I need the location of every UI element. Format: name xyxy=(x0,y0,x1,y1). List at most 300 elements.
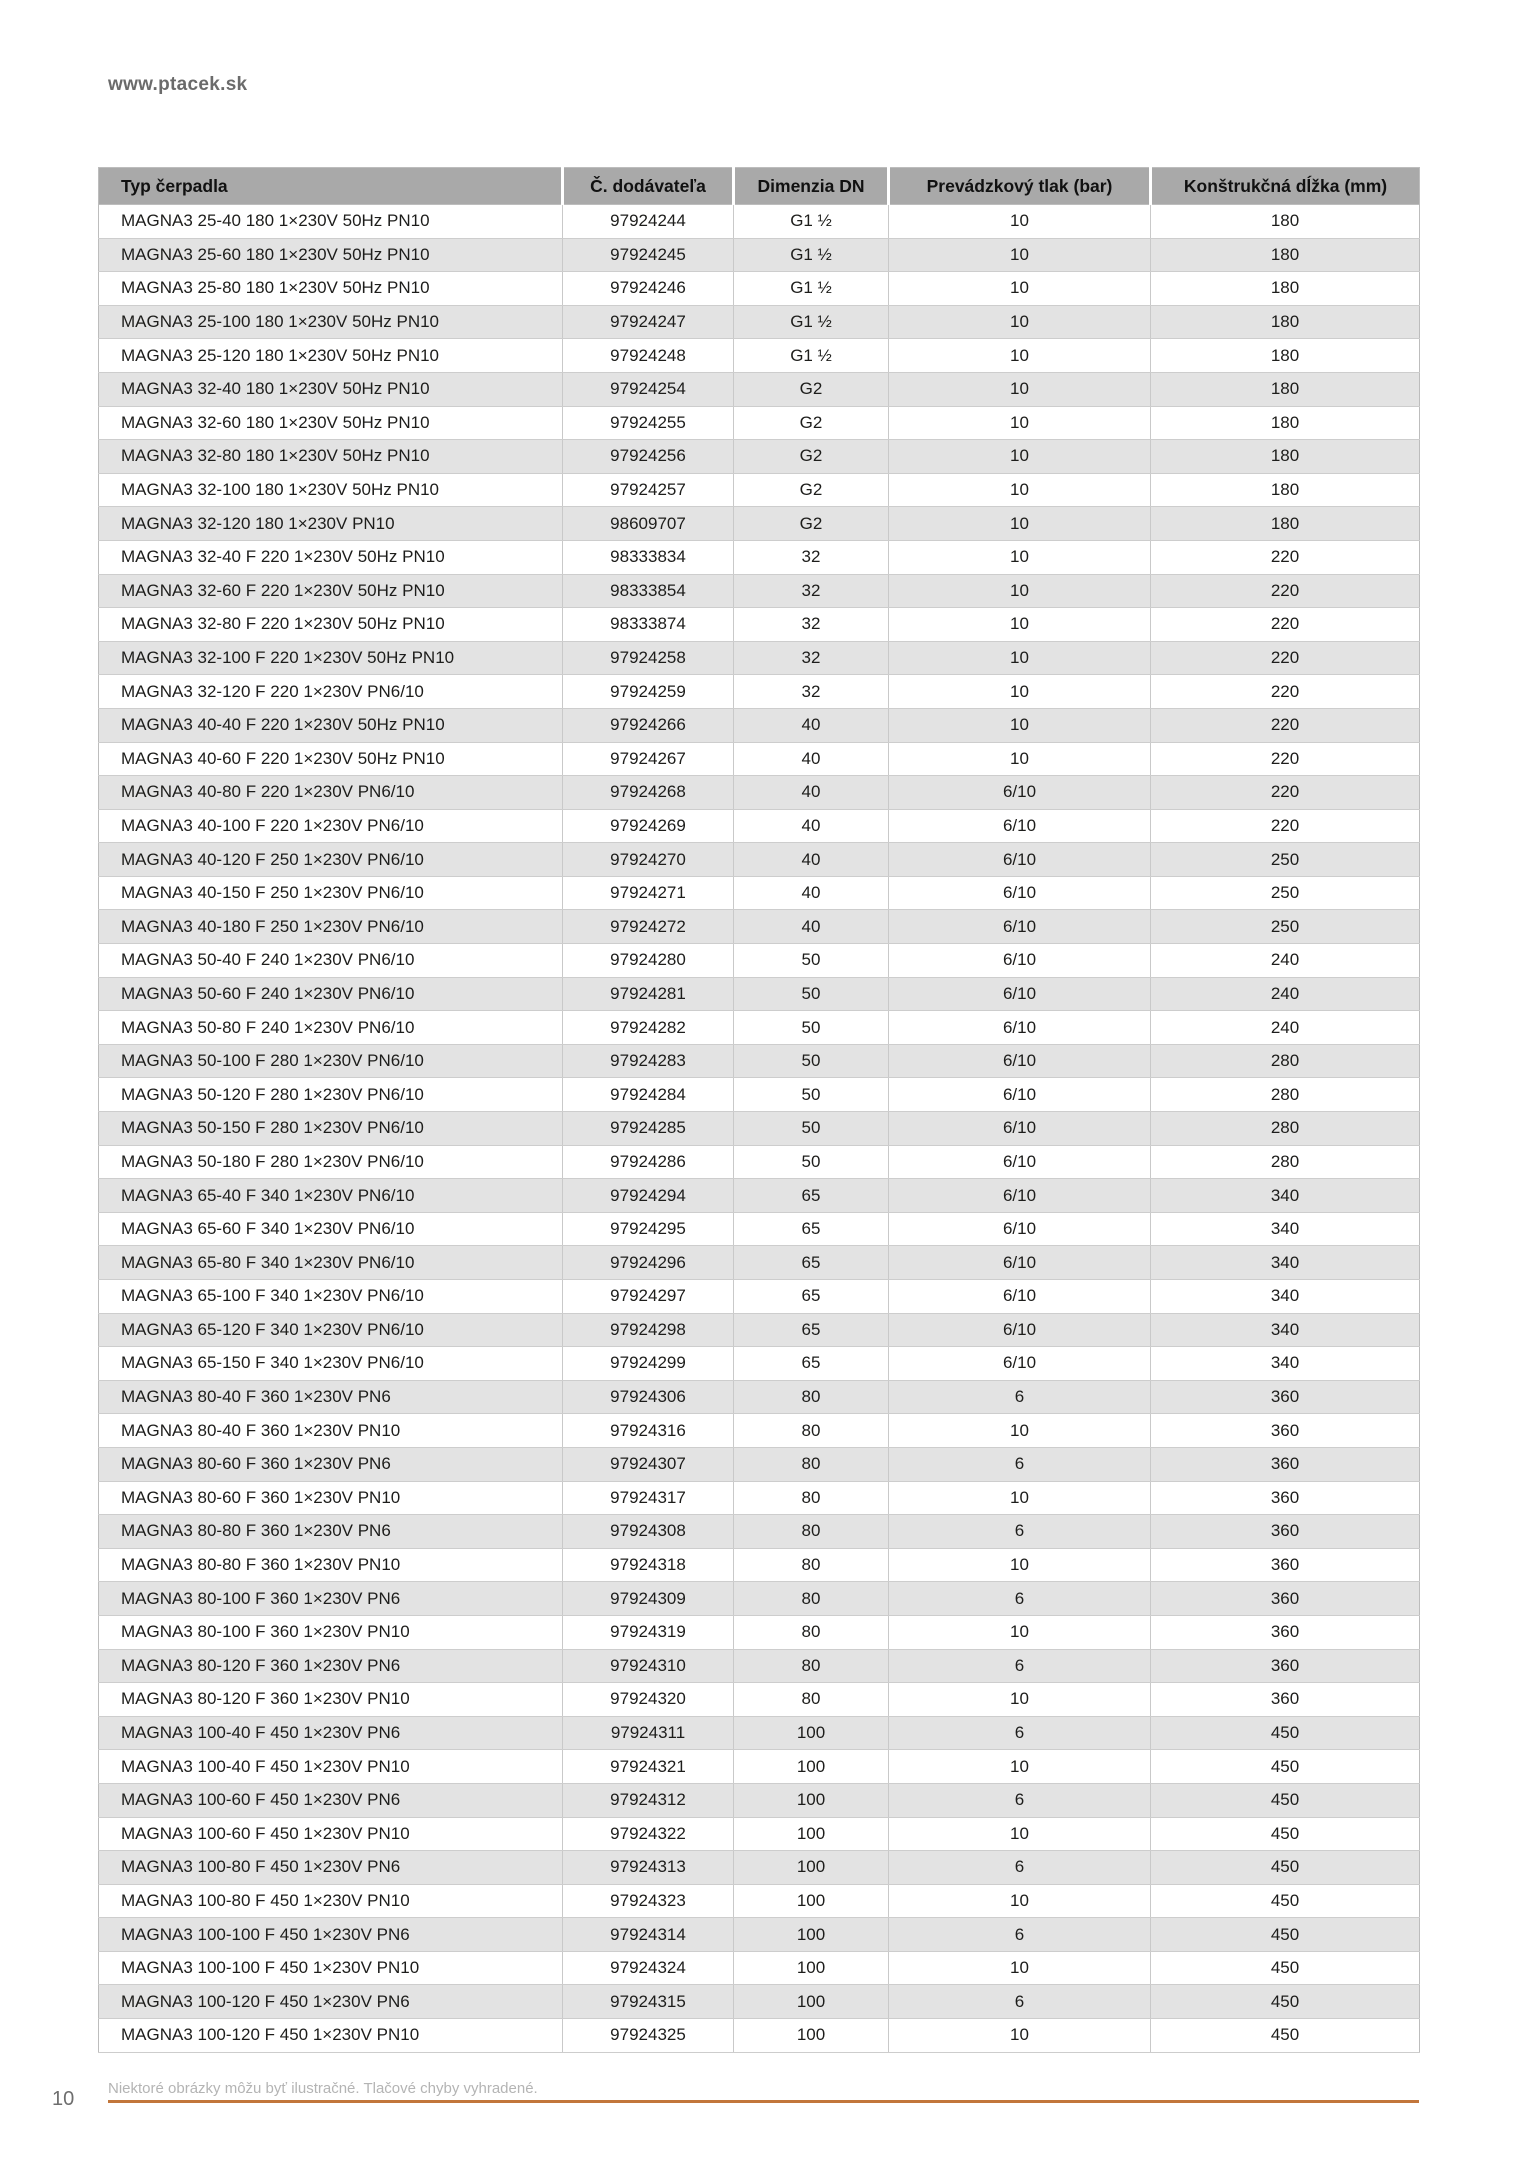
cell-dimension-dn: 50 xyxy=(734,1044,889,1078)
cell-supplier-number: 97924270 xyxy=(563,843,734,877)
table-row xyxy=(99,1951,1420,1985)
cell-pump-type: MAGNA3 50-150 F 280 1×230V PN6/10 xyxy=(99,1112,563,1146)
cell-pump-type: MAGNA3 80-60 F 360 1×230V PN6 xyxy=(99,1447,563,1481)
table-row xyxy=(99,1280,1420,1314)
cell-pump-type: MAGNA3 80-40 F 360 1×230V PN10 xyxy=(99,1414,563,1448)
cell-dimension-dn: G1 ½ xyxy=(734,272,889,306)
table-header-row xyxy=(99,168,1420,205)
cell-dimension-dn: 40 xyxy=(734,910,889,944)
cell-dimension-dn: G1 ½ xyxy=(734,305,889,339)
cell-supplier-number: 97924317 xyxy=(563,1481,734,1515)
cell-operating-pressure: 6/10 xyxy=(889,1145,1151,1179)
table-row xyxy=(99,1985,1420,2019)
cell-supplier-number: 97924322 xyxy=(563,1817,734,1851)
cell-dimension-dn: 100 xyxy=(734,1817,889,1851)
cell-supplier-number: 97924299 xyxy=(563,1347,734,1381)
cell-construction-length: 250 xyxy=(1151,910,1420,944)
cell-construction-length: 220 xyxy=(1151,574,1420,608)
cell-dimension-dn: 32 xyxy=(734,675,889,709)
cell-dimension-dn: 32 xyxy=(734,608,889,642)
cell-supplier-number: 97924307 xyxy=(563,1447,734,1481)
column-header-dimension-dn: Dimenzia DN xyxy=(734,168,889,205)
table-row xyxy=(99,1078,1420,1112)
cell-operating-pressure: 10 xyxy=(889,205,1151,239)
cell-dimension-dn: G2 xyxy=(734,440,889,474)
cell-operating-pressure: 10 xyxy=(889,238,1151,272)
table-row xyxy=(99,1414,1420,1448)
table-row xyxy=(99,1347,1420,1381)
cell-construction-length: 360 xyxy=(1151,1414,1420,1448)
cell-pump-type: MAGNA3 25-40 180 1×230V 50Hz PN10 xyxy=(99,205,563,239)
cell-construction-length: 450 xyxy=(1151,1884,1420,1918)
cell-dimension-dn: 65 xyxy=(734,1313,889,1347)
cell-dimension-dn: 80 xyxy=(734,1649,889,1683)
cell-dimension-dn: 80 xyxy=(734,1683,889,1717)
cell-operating-pressure: 6/10 xyxy=(889,876,1151,910)
cell-operating-pressure: 10 xyxy=(889,507,1151,541)
cell-operating-pressure: 10 xyxy=(889,440,1151,474)
cell-operating-pressure: 10 xyxy=(889,1884,1151,1918)
table-row xyxy=(99,1380,1420,1414)
cell-operating-pressure: 6/10 xyxy=(889,1179,1151,1213)
cell-dimension-dn: 80 xyxy=(734,1582,889,1616)
cell-operating-pressure: 10 xyxy=(889,574,1151,608)
cell-pump-type: MAGNA3 32-60 F 220 1×230V 50Hz PN10 xyxy=(99,574,563,608)
cell-construction-length: 450 xyxy=(1151,1817,1420,1851)
cell-dimension-dn: 80 xyxy=(734,1447,889,1481)
cell-supplier-number: 97924319 xyxy=(563,1615,734,1649)
cell-construction-length: 450 xyxy=(1151,1716,1420,1750)
table-row xyxy=(99,944,1420,978)
product-table-container xyxy=(98,167,1419,2053)
cell-pump-type: MAGNA3 50-100 F 280 1×230V PN6/10 xyxy=(99,1044,563,1078)
cell-pump-type: MAGNA3 80-60 F 360 1×230V PN10 xyxy=(99,1481,563,1515)
cell-supplier-number: 97924255 xyxy=(563,406,734,440)
cell-dimension-dn: 40 xyxy=(734,708,889,742)
cell-construction-length: 220 xyxy=(1151,742,1420,776)
cell-dimension-dn: 100 xyxy=(734,2019,889,2053)
cell-supplier-number: 97924245 xyxy=(563,238,734,272)
cell-supplier-number: 98333874 xyxy=(563,608,734,642)
cell-pump-type: MAGNA3 100-60 F 450 1×230V PN6 xyxy=(99,1783,563,1817)
cell-dimension-dn: G1 ½ xyxy=(734,205,889,239)
cell-operating-pressure: 6/10 xyxy=(889,1212,1151,1246)
table-row xyxy=(99,1817,1420,1851)
cell-supplier-number: 97924318 xyxy=(563,1548,734,1582)
cell-pump-type: MAGNA3 100-100 F 450 1×230V PN6 xyxy=(99,1918,563,1952)
cell-dimension-dn: 100 xyxy=(734,1951,889,1985)
cell-pump-type: MAGNA3 80-100 F 360 1×230V PN10 xyxy=(99,1615,563,1649)
cell-construction-length: 180 xyxy=(1151,339,1420,373)
cell-supplier-number: 97924283 xyxy=(563,1044,734,1078)
table-row xyxy=(99,641,1420,675)
cell-supplier-number: 97924306 xyxy=(563,1380,734,1414)
column-header-pump-type: Typ čerpadla xyxy=(99,168,563,205)
cell-supplier-number: 98609707 xyxy=(563,507,734,541)
table-row xyxy=(99,776,1420,810)
table-row xyxy=(99,708,1420,742)
cell-pump-type: MAGNA3 80-120 F 360 1×230V PN6 xyxy=(99,1649,563,1683)
page-number: 10 xyxy=(52,2088,75,2110)
cell-pump-type: MAGNA3 32-120 F 220 1×230V PN6/10 xyxy=(99,675,563,709)
cell-construction-length: 220 xyxy=(1151,540,1420,574)
cell-pump-type: MAGNA3 65-150 F 340 1×230V PN6/10 xyxy=(99,1347,563,1381)
cell-supplier-number: 97924286 xyxy=(563,1145,734,1179)
table-row xyxy=(99,1750,1420,1784)
cell-supplier-number: 97924309 xyxy=(563,1582,734,1616)
cell-pump-type: MAGNA3 40-120 F 250 1×230V PN6/10 xyxy=(99,843,563,877)
cell-construction-length: 450 xyxy=(1151,1985,1420,2019)
column-header-supplier-number: Č. dodávateľa xyxy=(563,168,734,205)
cell-construction-length: 220 xyxy=(1151,675,1420,709)
cell-dimension-dn: 100 xyxy=(734,1716,889,1750)
table-row xyxy=(99,1615,1420,1649)
cell-pump-type: MAGNA3 40-40 F 220 1×230V 50Hz PN10 xyxy=(99,708,563,742)
cell-pump-type: MAGNA3 100-40 F 450 1×230V PN6 xyxy=(99,1716,563,1750)
cell-construction-length: 180 xyxy=(1151,238,1420,272)
cell-construction-length: 360 xyxy=(1151,1515,1420,1549)
cell-operating-pressure: 10 xyxy=(889,742,1151,776)
cell-dimension-dn: 100 xyxy=(734,1851,889,1885)
cell-operating-pressure: 6/10 xyxy=(889,1044,1151,1078)
cell-operating-pressure: 6/10 xyxy=(889,1112,1151,1146)
cell-operating-pressure: 6 xyxy=(889,1716,1151,1750)
table-row xyxy=(99,473,1420,507)
cell-supplier-number: 97924296 xyxy=(563,1246,734,1280)
cell-supplier-number: 97924320 xyxy=(563,1683,734,1717)
table-row xyxy=(99,843,1420,877)
cell-construction-length: 180 xyxy=(1151,440,1420,474)
cell-dimension-dn: 100 xyxy=(734,1884,889,1918)
cell-construction-length: 250 xyxy=(1151,876,1420,910)
cell-pump-type: MAGNA3 40-80 F 220 1×230V PN6/10 xyxy=(99,776,563,810)
cell-operating-pressure: 6/10 xyxy=(889,1078,1151,1112)
cell-pump-type: MAGNA3 100-60 F 450 1×230V PN10 xyxy=(99,1817,563,1851)
cell-dimension-dn: 65 xyxy=(734,1179,889,1213)
cell-dimension-dn: 80 xyxy=(734,1615,889,1649)
cell-operating-pressure: 10 xyxy=(889,1615,1151,1649)
column-header-operating-pressure: Prevádzkový tlak (bar) xyxy=(889,168,1151,205)
table-row xyxy=(99,977,1420,1011)
table-row xyxy=(99,1582,1420,1616)
cell-dimension-dn: 65 xyxy=(734,1347,889,1381)
table-row xyxy=(99,1044,1420,1078)
cell-construction-length: 180 xyxy=(1151,205,1420,239)
cell-supplier-number: 97924310 xyxy=(563,1649,734,1683)
cell-operating-pressure: 6 xyxy=(889,1380,1151,1414)
cell-supplier-number: 97924257 xyxy=(563,473,734,507)
cell-supplier-number: 98333854 xyxy=(563,574,734,608)
cell-construction-length: 360 xyxy=(1151,1683,1420,1717)
table-row xyxy=(99,1649,1420,1683)
cell-dimension-dn: 100 xyxy=(734,1750,889,1784)
cell-supplier-number: 97924314 xyxy=(563,1918,734,1952)
cell-supplier-number: 97924311 xyxy=(563,1716,734,1750)
table-row xyxy=(99,1447,1420,1481)
cell-operating-pressure: 10 xyxy=(889,1817,1151,1851)
cell-construction-length: 280 xyxy=(1151,1112,1420,1146)
cell-operating-pressure: 10 xyxy=(889,1414,1151,1448)
cell-supplier-number: 97924313 xyxy=(563,1851,734,1885)
cell-construction-length: 450 xyxy=(1151,1951,1420,1985)
cell-pump-type: MAGNA3 65-100 F 340 1×230V PN6/10 xyxy=(99,1280,563,1314)
cell-construction-length: 180 xyxy=(1151,507,1420,541)
cell-pump-type: MAGNA3 40-100 F 220 1×230V PN6/10 xyxy=(99,809,563,843)
table-row xyxy=(99,1783,1420,1817)
cell-dimension-dn: 100 xyxy=(734,1783,889,1817)
cell-dimension-dn: 50 xyxy=(734,1078,889,1112)
table-row xyxy=(99,305,1420,339)
cell-construction-length: 280 xyxy=(1151,1078,1420,1112)
table-row xyxy=(99,876,1420,910)
cell-construction-length: 280 xyxy=(1151,1044,1420,1078)
cell-supplier-number: 97924248 xyxy=(563,339,734,373)
table-row xyxy=(99,1918,1420,1952)
cell-construction-length: 180 xyxy=(1151,372,1420,406)
cell-dimension-dn: G2 xyxy=(734,406,889,440)
cell-dimension-dn: 50 xyxy=(734,1112,889,1146)
cell-pump-type: MAGNA3 25-60 180 1×230V 50Hz PN10 xyxy=(99,238,563,272)
product-table xyxy=(98,167,1420,2053)
cell-pump-type: MAGNA3 80-80 F 360 1×230V PN6 xyxy=(99,1515,563,1549)
cell-supplier-number: 97924266 xyxy=(563,708,734,742)
cell-construction-length: 180 xyxy=(1151,305,1420,339)
cell-dimension-dn: 80 xyxy=(734,1481,889,1515)
cell-pump-type: MAGNA3 100-120 F 450 1×230V PN10 xyxy=(99,2019,563,2053)
cell-operating-pressure: 10 xyxy=(889,2019,1151,2053)
cell-supplier-number: 97924259 xyxy=(563,675,734,709)
cell-pump-type: MAGNA3 40-150 F 250 1×230V PN6/10 xyxy=(99,876,563,910)
cell-supplier-number: 97924316 xyxy=(563,1414,734,1448)
cell-supplier-number: 97924267 xyxy=(563,742,734,776)
cell-dimension-dn: G2 xyxy=(734,372,889,406)
cell-construction-length: 180 xyxy=(1151,272,1420,306)
table-body xyxy=(99,205,1420,2053)
cell-operating-pressure: 6/10 xyxy=(889,1347,1151,1381)
cell-operating-pressure: 10 xyxy=(889,708,1151,742)
cell-construction-length: 180 xyxy=(1151,473,1420,507)
cell-operating-pressure: 6/10 xyxy=(889,977,1151,1011)
cell-supplier-number: 97924271 xyxy=(563,876,734,910)
cell-dimension-dn: 40 xyxy=(734,776,889,810)
cell-operating-pressure: 6/10 xyxy=(889,1313,1151,1347)
table-row xyxy=(99,406,1420,440)
cell-pump-type: MAGNA3 80-120 F 360 1×230V PN10 xyxy=(99,1683,563,1717)
cell-supplier-number: 97924268 xyxy=(563,776,734,810)
cell-supplier-number: 97924294 xyxy=(563,1179,734,1213)
cell-supplier-number: 97924285 xyxy=(563,1112,734,1146)
table-row xyxy=(99,238,1420,272)
cell-supplier-number: 97924258 xyxy=(563,641,734,675)
cell-construction-length: 360 xyxy=(1151,1380,1420,1414)
table-row xyxy=(99,1246,1420,1280)
cell-supplier-number: 97924281 xyxy=(563,977,734,1011)
cell-pump-type: MAGNA3 100-100 F 450 1×230V PN10 xyxy=(99,1951,563,1985)
cell-supplier-number: 97924315 xyxy=(563,1985,734,2019)
cell-supplier-number: 97924325 xyxy=(563,2019,734,2053)
cell-supplier-number: 97924297 xyxy=(563,1280,734,1314)
cell-dimension-dn: 80 xyxy=(734,1414,889,1448)
cell-construction-length: 340 xyxy=(1151,1212,1420,1246)
table-row xyxy=(99,205,1420,239)
cell-operating-pressure: 10 xyxy=(889,641,1151,675)
cell-pump-type: MAGNA3 100-80 F 450 1×230V PN6 xyxy=(99,1851,563,1885)
table-row xyxy=(99,574,1420,608)
cell-dimension-dn: 40 xyxy=(734,843,889,877)
cell-construction-length: 360 xyxy=(1151,1447,1420,1481)
footer-disclaimer: Niektoré obrázky môžu byť ilustračné. Tlačové chyby vyhradené. xyxy=(108,2080,538,2097)
cell-operating-pressure: 10 xyxy=(889,272,1151,306)
table-row xyxy=(99,1145,1420,1179)
cell-pump-type: MAGNA3 32-80 180 1×230V 50Hz PN10 xyxy=(99,440,563,474)
table-row xyxy=(99,507,1420,541)
cell-dimension-dn: 100 xyxy=(734,1985,889,2019)
cell-construction-length: 360 xyxy=(1151,1548,1420,1582)
table-row xyxy=(99,372,1420,406)
table-row xyxy=(99,675,1420,709)
cell-dimension-dn: 40 xyxy=(734,742,889,776)
cell-construction-length: 360 xyxy=(1151,1481,1420,1515)
cell-dimension-dn: G1 ½ xyxy=(734,339,889,373)
cell-construction-length: 360 xyxy=(1151,1582,1420,1616)
cell-operating-pressure: 10 xyxy=(889,1481,1151,1515)
cell-pump-type: MAGNA3 40-180 F 250 1×230V PN6/10 xyxy=(99,910,563,944)
cell-pump-type: MAGNA3 25-100 180 1×230V 50Hz PN10 xyxy=(99,305,563,339)
table-row xyxy=(99,1884,1420,1918)
cell-operating-pressure: 10 xyxy=(889,608,1151,642)
cell-pump-type: MAGNA3 25-80 180 1×230V 50Hz PN10 xyxy=(99,272,563,306)
cell-operating-pressure: 6 xyxy=(889,1918,1151,1952)
cell-pump-type: MAGNA3 100-40 F 450 1×230V PN10 xyxy=(99,1750,563,1784)
cell-dimension-dn: 40 xyxy=(734,809,889,843)
cell-supplier-number: 97924282 xyxy=(563,1011,734,1045)
cell-dimension-dn: G2 xyxy=(734,473,889,507)
cell-dimension-dn: 50 xyxy=(734,977,889,1011)
cell-pump-type: MAGNA3 32-120 180 1×230V PN10 xyxy=(99,507,563,541)
cell-dimension-dn: 50 xyxy=(734,1145,889,1179)
cell-construction-length: 450 xyxy=(1151,1918,1420,1952)
cell-pump-type: MAGNA3 80-80 F 360 1×230V PN10 xyxy=(99,1548,563,1582)
cell-dimension-dn: G2 xyxy=(734,507,889,541)
cell-pump-type: MAGNA3 50-60 F 240 1×230V PN6/10 xyxy=(99,977,563,1011)
cell-operating-pressure: 6 xyxy=(889,1783,1151,1817)
cell-operating-pressure: 6 xyxy=(889,1447,1151,1481)
cell-operating-pressure: 10 xyxy=(889,305,1151,339)
table-row xyxy=(99,1515,1420,1549)
cell-operating-pressure: 10 xyxy=(889,675,1151,709)
cell-supplier-number: 97924321 xyxy=(563,1750,734,1784)
cell-supplier-number: 97924280 xyxy=(563,944,734,978)
cell-operating-pressure: 10 xyxy=(889,406,1151,440)
cell-supplier-number: 97924247 xyxy=(563,305,734,339)
table-row xyxy=(99,1011,1420,1045)
table-row xyxy=(99,1683,1420,1717)
cell-construction-length: 360 xyxy=(1151,1649,1420,1683)
table-row xyxy=(99,1179,1420,1213)
cell-pump-type: MAGNA3 25-120 180 1×230V 50Hz PN10 xyxy=(99,339,563,373)
cell-construction-length: 180 xyxy=(1151,406,1420,440)
table-row xyxy=(99,339,1420,373)
table-row xyxy=(99,910,1420,944)
cell-operating-pressure: 6 xyxy=(889,1851,1151,1885)
cell-supplier-number: 97924256 xyxy=(563,440,734,474)
cell-construction-length: 340 xyxy=(1151,1179,1420,1213)
cell-supplier-number: 97924269 xyxy=(563,809,734,843)
cell-operating-pressure: 10 xyxy=(889,1951,1151,1985)
cell-operating-pressure: 10 xyxy=(889,339,1151,373)
cell-pump-type: MAGNA3 32-40 180 1×230V 50Hz PN10 xyxy=(99,372,563,406)
cell-supplier-number: 97924295 xyxy=(563,1212,734,1246)
table-row xyxy=(99,1548,1420,1582)
cell-operating-pressure: 6 xyxy=(889,1649,1151,1683)
cell-dimension-dn: 65 xyxy=(734,1212,889,1246)
cell-supplier-number: 98333834 xyxy=(563,540,734,574)
cell-construction-length: 340 xyxy=(1151,1347,1420,1381)
cell-operating-pressure: 10 xyxy=(889,372,1151,406)
cell-dimension-dn: 80 xyxy=(734,1515,889,1549)
cell-construction-length: 220 xyxy=(1151,776,1420,810)
cell-dimension-dn: 80 xyxy=(734,1548,889,1582)
cell-operating-pressure: 6/10 xyxy=(889,1246,1151,1280)
cell-pump-type: MAGNA3 32-100 F 220 1×230V 50Hz PN10 xyxy=(99,641,563,675)
table-row xyxy=(99,540,1420,574)
cell-pump-type: MAGNA3 32-40 F 220 1×230V 50Hz PN10 xyxy=(99,540,563,574)
table-row xyxy=(99,1212,1420,1246)
cell-construction-length: 240 xyxy=(1151,977,1420,1011)
cell-operating-pressure: 6/10 xyxy=(889,843,1151,877)
cell-supplier-number: 97924244 xyxy=(563,205,734,239)
table-row xyxy=(99,809,1420,843)
cell-operating-pressure: 6 xyxy=(889,1582,1151,1616)
cell-supplier-number: 97924272 xyxy=(563,910,734,944)
cell-dimension-dn: 40 xyxy=(734,876,889,910)
cell-construction-length: 450 xyxy=(1151,1851,1420,1885)
cell-operating-pressure: 10 xyxy=(889,1683,1151,1717)
footer-accent-rule xyxy=(108,2100,1419,2103)
cell-operating-pressure: 6/10 xyxy=(889,1280,1151,1314)
cell-supplier-number: 97924298 xyxy=(563,1313,734,1347)
cell-operating-pressure: 6/10 xyxy=(889,1011,1151,1045)
table-row xyxy=(99,440,1420,474)
cell-pump-type: MAGNA3 50-180 F 280 1×230V PN6/10 xyxy=(99,1145,563,1179)
cell-pump-type: MAGNA3 80-100 F 360 1×230V PN6 xyxy=(99,1582,563,1616)
cell-operating-pressure: 6/10 xyxy=(889,910,1151,944)
cell-dimension-dn: 32 xyxy=(734,641,889,675)
cell-construction-length: 280 xyxy=(1151,1145,1420,1179)
cell-pump-type: MAGNA3 50-40 F 240 1×230V PN6/10 xyxy=(99,944,563,978)
cell-dimension-dn: G1 ½ xyxy=(734,238,889,272)
cell-pump-type: MAGNA3 65-40 F 340 1×230V PN6/10 xyxy=(99,1179,563,1213)
table-row xyxy=(99,1481,1420,1515)
table-header xyxy=(99,168,1420,205)
cell-dimension-dn: 100 xyxy=(734,1918,889,1952)
table-row xyxy=(99,742,1420,776)
cell-construction-length: 240 xyxy=(1151,1011,1420,1045)
table-row xyxy=(99,1112,1420,1146)
cell-pump-type: MAGNA3 80-40 F 360 1×230V PN6 xyxy=(99,1380,563,1414)
cell-construction-length: 240 xyxy=(1151,944,1420,978)
cell-operating-pressure: 10 xyxy=(889,540,1151,574)
cell-dimension-dn: 80 xyxy=(734,1380,889,1414)
cell-pump-type: MAGNA3 65-60 F 340 1×230V PN6/10 xyxy=(99,1212,563,1246)
cell-dimension-dn: 32 xyxy=(734,574,889,608)
website-url: www.ptacek.sk xyxy=(108,74,248,95)
cell-construction-length: 450 xyxy=(1151,1783,1420,1817)
cell-dimension-dn: 65 xyxy=(734,1280,889,1314)
cell-pump-type: MAGNA3 100-120 F 450 1×230V PN6 xyxy=(99,1985,563,2019)
column-header-construction-length: Konštrukčná dĺžka (mm) xyxy=(1151,168,1420,205)
cell-pump-type: MAGNA3 32-100 180 1×230V 50Hz PN10 xyxy=(99,473,563,507)
